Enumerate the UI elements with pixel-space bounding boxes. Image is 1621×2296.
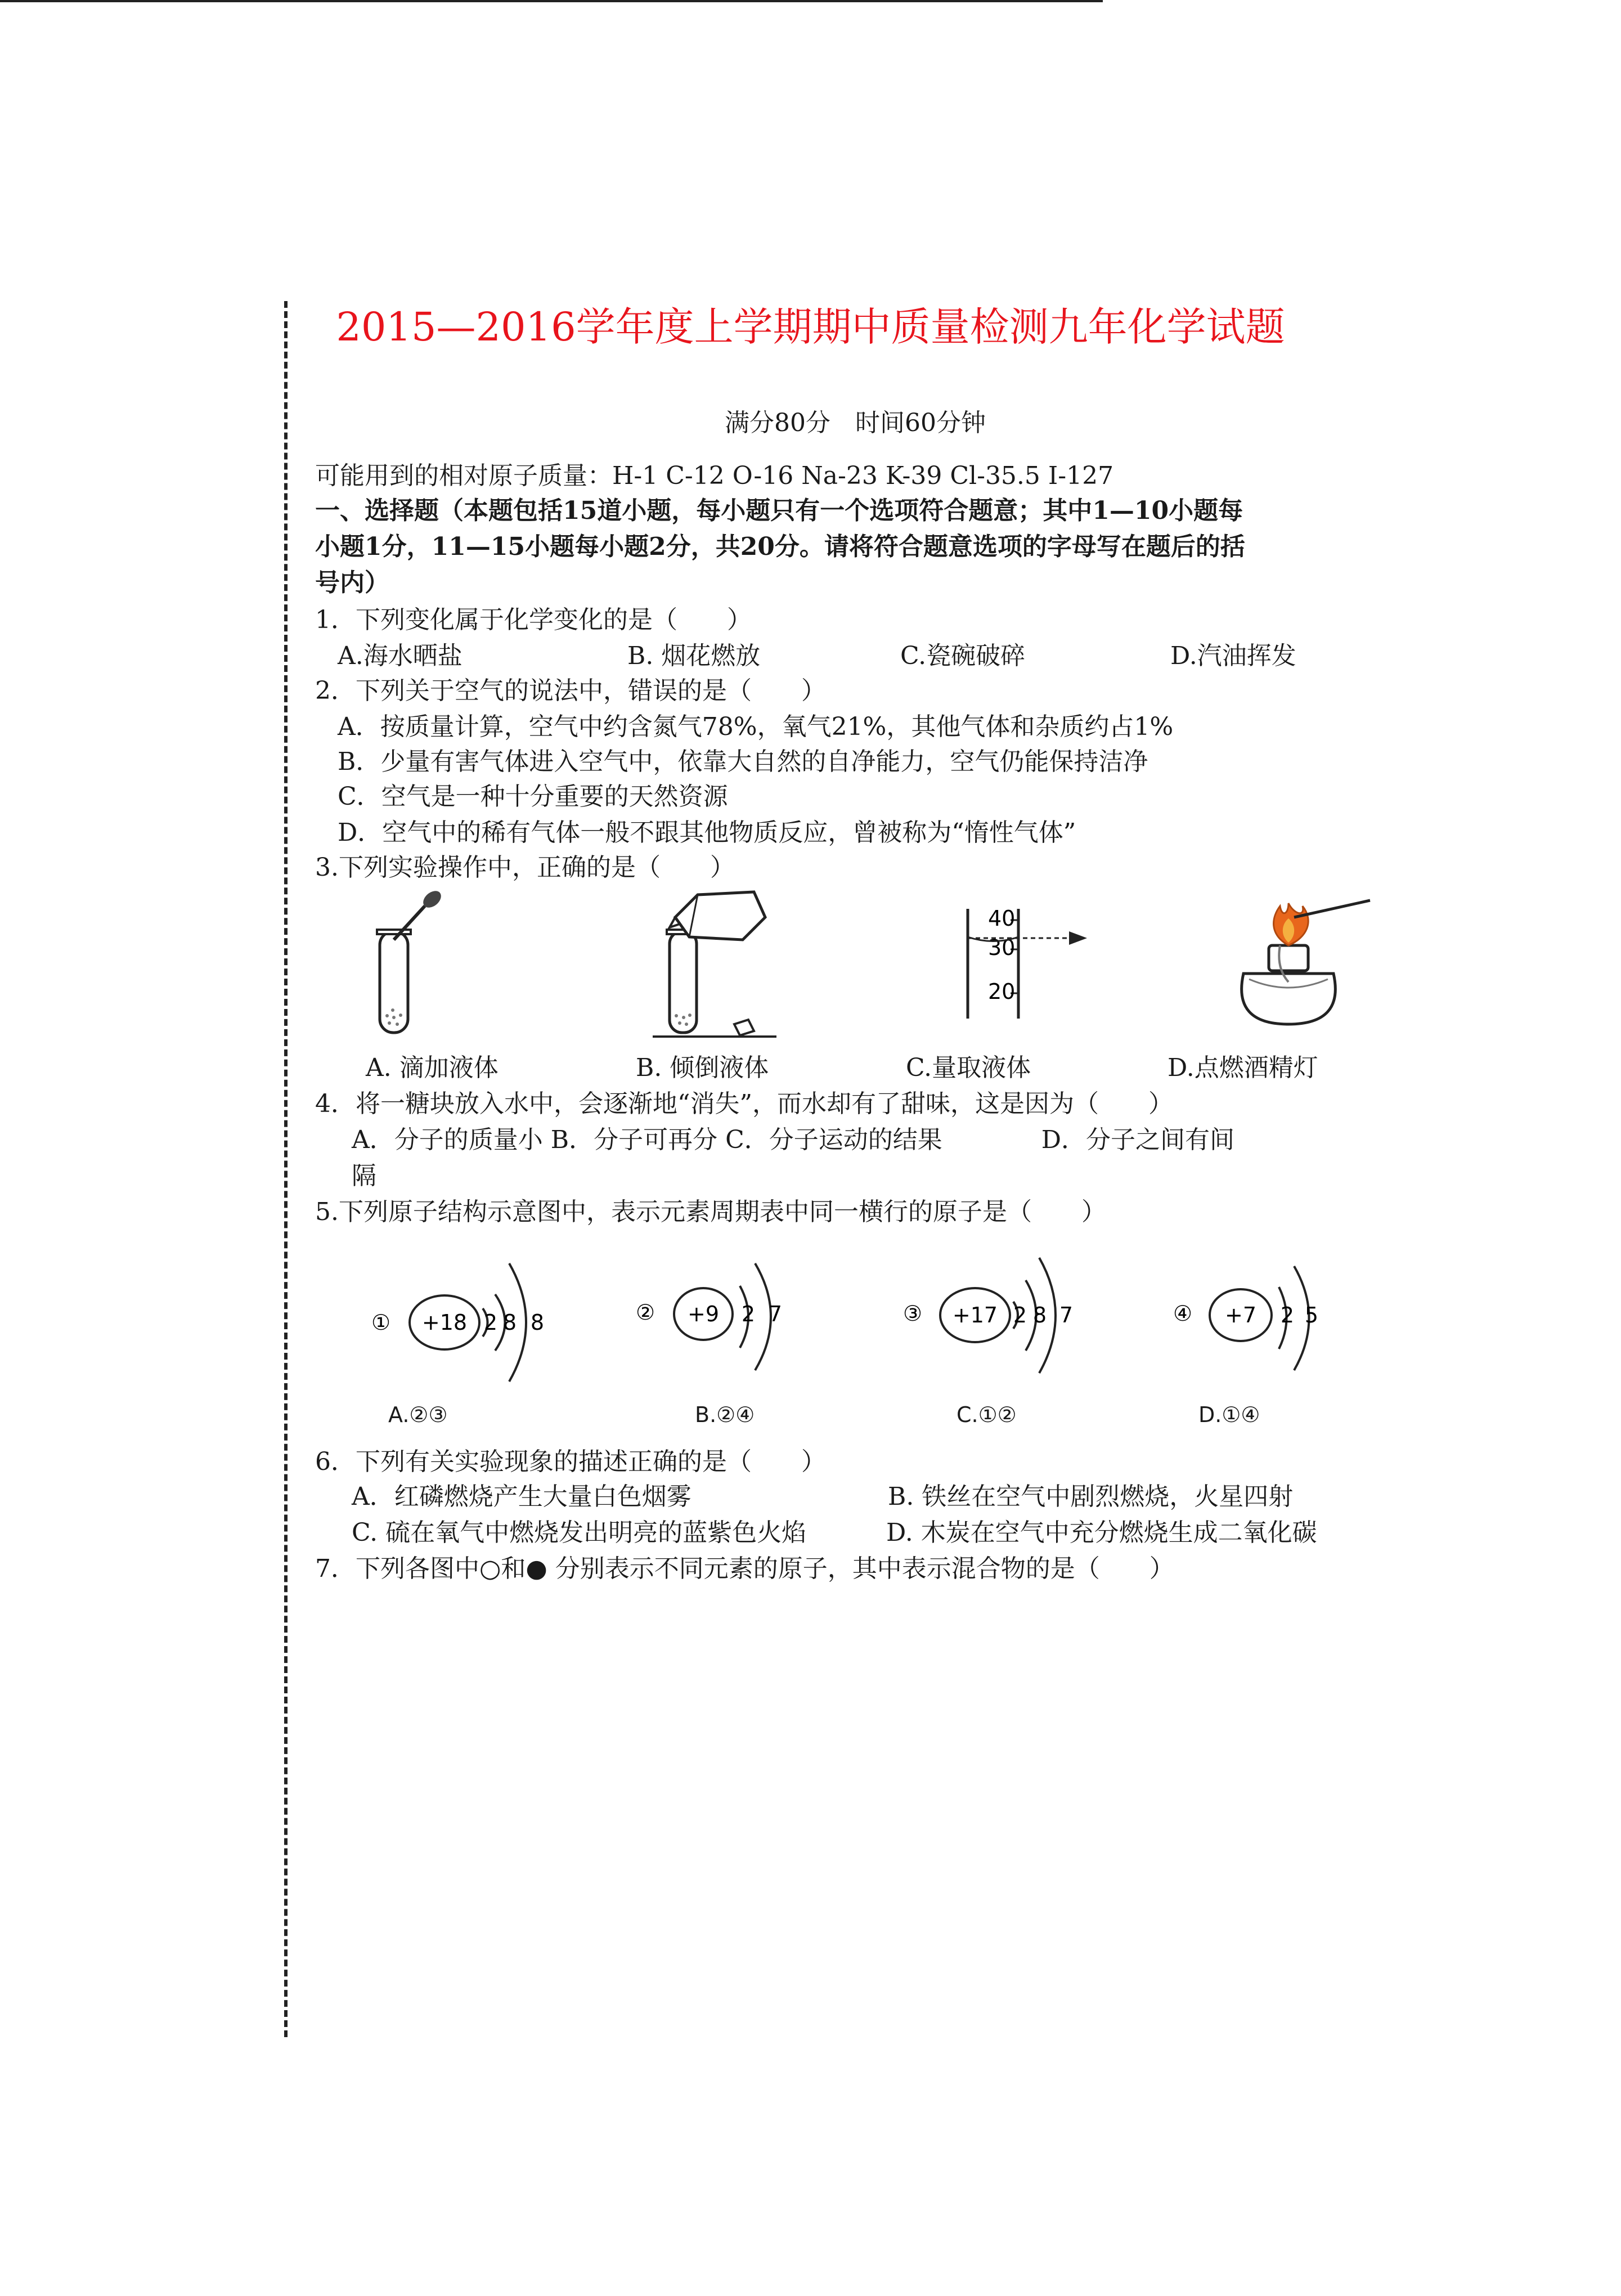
question-2-stem: 2．下列关于空气的说法中，错误的是（ ） xyxy=(315,676,826,705)
q2-option-d: D．空气中的稀有气体一般不跟其他物质反应，曾被称为“惰性气体” xyxy=(338,818,1076,847)
atom-2-nucleus: +9 xyxy=(687,1302,720,1326)
question-7-stem: 7．下列各图中○和● 分别表示不同元素的原子，其中表示混合物的是（ ） xyxy=(315,1554,1174,1583)
q2-option-a: A．按质量计算，空气中约含氮气78%，氧气21%，其他气体和杂质约占1% xyxy=(338,712,1174,741)
question-6-stem: 6．下列有关实验现象的描述正确的是（ ） xyxy=(315,1447,826,1476)
question-3-stem: 3.下列实验操作中，正确的是（ ） xyxy=(315,853,735,882)
q1-option-d: D.汽油挥发 xyxy=(1170,642,1296,670)
atom-1-shell-1: 2 xyxy=(483,1310,498,1335)
atom-2-shell-2: 7 xyxy=(768,1302,783,1326)
atom-1-shell-2: 8 xyxy=(502,1310,517,1335)
atom-structure-1 xyxy=(371,1252,574,1393)
q1-option-b: B. 烟花燃放 xyxy=(627,642,761,670)
section-heading-line-3: 号内） xyxy=(315,568,389,597)
atom-3-shell-2: 8 xyxy=(1032,1303,1047,1328)
atom-3-nucleus: +17 xyxy=(952,1303,998,1328)
binding-margin-line xyxy=(284,301,288,2037)
q1-option-c: C.瓷碗破碎 xyxy=(900,642,1026,670)
q6-option-b: B. 铁丝在空气中剧烈燃烧，火星四射 xyxy=(888,1482,1294,1511)
q5-option-d: D.①④ xyxy=(1198,1402,1260,1427)
q6-option-a: A．红磷燃烧产生大量白色烟雾 xyxy=(352,1482,691,1511)
pouring-liquid-figure xyxy=(636,884,782,1047)
q4-options-wrap: 隔 xyxy=(352,1162,376,1190)
atom-1-nucleus: +18 xyxy=(421,1310,468,1335)
atom-3-shell-3: 7 xyxy=(1059,1303,1074,1328)
atom-structure-2 xyxy=(636,1252,827,1393)
q6-option-d: D. 木炭在空气中充分燃烧生成二氧化碳 xyxy=(886,1518,1317,1547)
header-rule xyxy=(0,0,1103,2)
atom-1-label: ① xyxy=(371,1310,391,1335)
page-title: 2015—2016学年度上学期期中质量检测九年化学试题 xyxy=(336,304,1285,350)
atom-4-shell-1: 2 xyxy=(1280,1303,1295,1328)
atom-4-label: ④ xyxy=(1173,1301,1193,1326)
atom-2-shell-1: 2 xyxy=(741,1302,756,1326)
q4-options: A．分子的质量小 B．分子可再分 C．分子运动的结果 D．分子之间有间 xyxy=(352,1125,1235,1154)
atom-3-shell-1: 2 xyxy=(1013,1303,1027,1328)
atom-4-nucleus: +7 xyxy=(1224,1303,1257,1328)
q2-option-c: C．空气是一种十分重要的天然资源 xyxy=(338,782,728,811)
section-heading-line-1: 一、选择题（本题包括15道小题，每小题只有一个选项符合题意；其中1—10小题每 xyxy=(315,496,1243,525)
question-4-stem: 4．将一糖块放入水中，会逐渐地“消失”，而水却有了甜味，这是因为（ ） xyxy=(315,1089,1173,1118)
q3-option-d: D.点燃酒精灯 xyxy=(1168,1053,1318,1082)
q2-option-b: B．少量有害气体进入空气中，依靠大自然的自净能力，空气仍能保持洁净 xyxy=(338,747,1148,776)
graduated-cylinder-figure xyxy=(957,903,1103,1027)
cylinder-tick-20: 20 xyxy=(988,979,1016,1004)
atom-4-shell-2: 5 xyxy=(1304,1303,1319,1328)
alcohol-lamp-figure xyxy=(1210,884,1373,1035)
atom-2-label: ② xyxy=(636,1300,655,1325)
q3-option-c: C.量取液体 xyxy=(906,1053,1031,1082)
q5-option-b: B.②④ xyxy=(695,1402,755,1427)
cylinder-tick-30: 30 xyxy=(988,935,1016,960)
atom-structure-4 xyxy=(1173,1252,1364,1393)
exam-info: 满分80分 时间60分钟 xyxy=(725,409,986,437)
q3-option-a: A. 滴加液体 xyxy=(366,1053,499,1082)
q5-option-c: C.①② xyxy=(957,1402,1017,1427)
q3-option-b: B. 倾倒液体 xyxy=(636,1053,769,1082)
q5-option-a: A.②③ xyxy=(388,1402,448,1427)
atom-3-label: ③ xyxy=(903,1301,923,1326)
question-1-stem: 1．下列变化属于化学变化的是（ ） xyxy=(315,606,752,634)
q6-option-c: C. 硫在氧气中燃烧发出明亮的蓝紫色火焰 xyxy=(352,1518,807,1547)
atom-1-shell-3: 8 xyxy=(530,1310,545,1335)
cylinder-tick-40: 40 xyxy=(988,906,1016,931)
section-heading-line-2: 小题1分，11—15小题每小题2分，共20分。请将符合题意选项的字母写在题后的括 xyxy=(315,532,1245,561)
q1-option-a: A.海水晒盐 xyxy=(338,642,462,670)
dropper-test-tube-figure xyxy=(360,889,461,1047)
question-5-stem: 5.下列原子结构示意图中，表示元素周期表中同一横行的原子是（ ） xyxy=(315,1198,1106,1226)
atom-structure-3 xyxy=(903,1252,1106,1393)
atomic-masses: 可能用到的相对原子质量：H-1 C-12 O-16 Na-23 K-39 Cl-35.5 I-127 xyxy=(315,461,1114,490)
